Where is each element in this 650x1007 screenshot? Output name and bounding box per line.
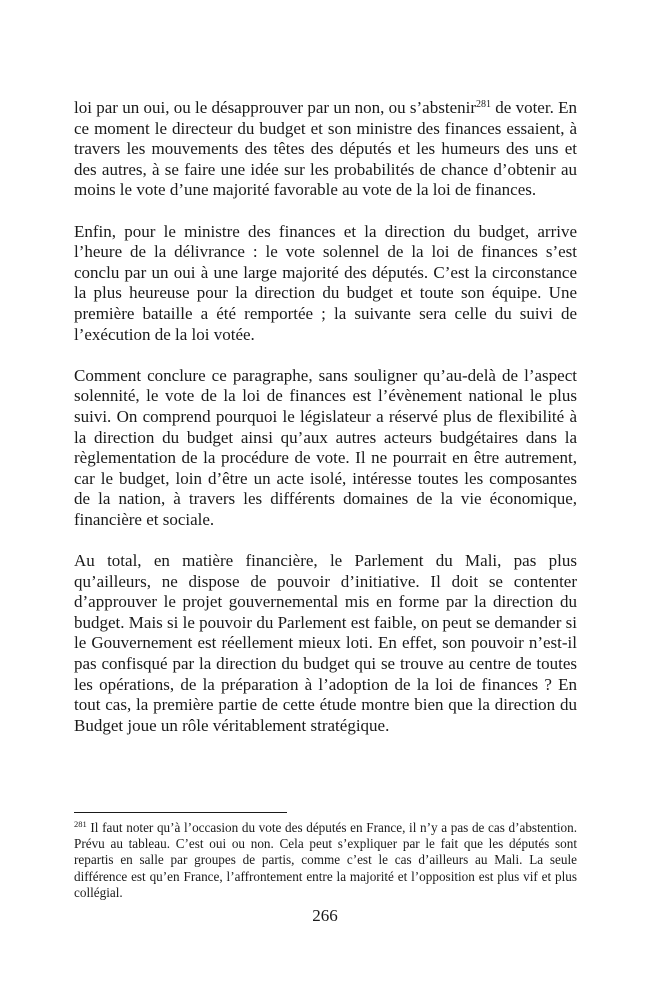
page-body	[74, 98, 577, 757]
paragraph-1-text-a: loi par un oui, ou le désapprouver par un non, ou s’abstenir	[74, 98, 476, 117]
paragraph-3: Comment conclure ce paragraphe, sans souligner qu’au-delà de l’aspect solennité, le vote de la loi de finances est l’évènement national le plus suivi. On comprend pourquoi le législateur a réservé plus de flexibilité à la direction du budget ainsi qu’aux autres acteurs budgétaires dans la règlementation de la procédure de vote. Il ne pourrait en être autrement, car le budget, loin d’être un acte isolé, intéresse toutes les composantes de la nation, à travers les différents domaines de la vie économique, financière et sociale.	[74, 365, 577, 529]
footnote-text: Il faut noter qu’à l’occasion du vote des députés en France, il n’y a pas de cas d’abstention. Prévu au tableau. C’est oui ou non. Cela peut s’expliquer par le fait que les députés sont repartis en salle par groupes de partis, comme c’est le cas d’ailleurs au Mali. La seule différence est qu’en France, l’affrontement entre la majorité et l’opposition est plus vif et plus collégial.	[74, 820, 577, 900]
paragraph-1	[74, 98, 577, 201]
footnote-reference[interactable]: 281	[476, 99, 491, 110]
paragraph-2: Enfin, pour le ministre des finances et la direction du budget, arrive l’heure de la délivrance : le vote solennel de la loi de finances s’est conclu par un oui à une large majorité des députés. C’est la circonstance la plus heureuse pour la direction du budget et toute son équipe. Une première bataille a été remportée ; la suivante sera celle du suivi de l’exécution de la loi votée.	[74, 221, 577, 344]
footnote	[74, 820, 577, 901]
footnote-number: 281	[74, 819, 87, 829]
paragraph-1-text-b: de voter. En ce moment le directeur du budget et son ministre des finances essaient, à travers les mouvements des têtes des députés et les humeurs des uns et des autres, à se faire une idée sur les probabilités de chance d’obtenir au moins le vote d’une majorité favorable au vote de la loi de finances.	[74, 98, 577, 200]
page-number: 266	[312, 906, 338, 925]
paragraph-4: Au total, en matière financière, le Parlement du Mali, pas plus qu’ailleurs, ne dispose de pouvoir d’initiative. Il doit se contenter d’approuver le projet gouvernemental mis en forme par la direction du budget. Mais si le pouvoir du Parlement est faible, on peut se demander si le Gouvernement est réellement mieux loti. En effet, son pouvoir n’est-il pas confisqué par la direction du budget qui se trouve au centre de toutes les opérations, de la préparation à l’adoption de la loi de finances ? En tout cas, la première partie de cette étude montre bien que la direction du Budget joue un rôle véritablement stratégique.	[74, 551, 577, 735]
footnote-separator	[74, 812, 287, 813]
